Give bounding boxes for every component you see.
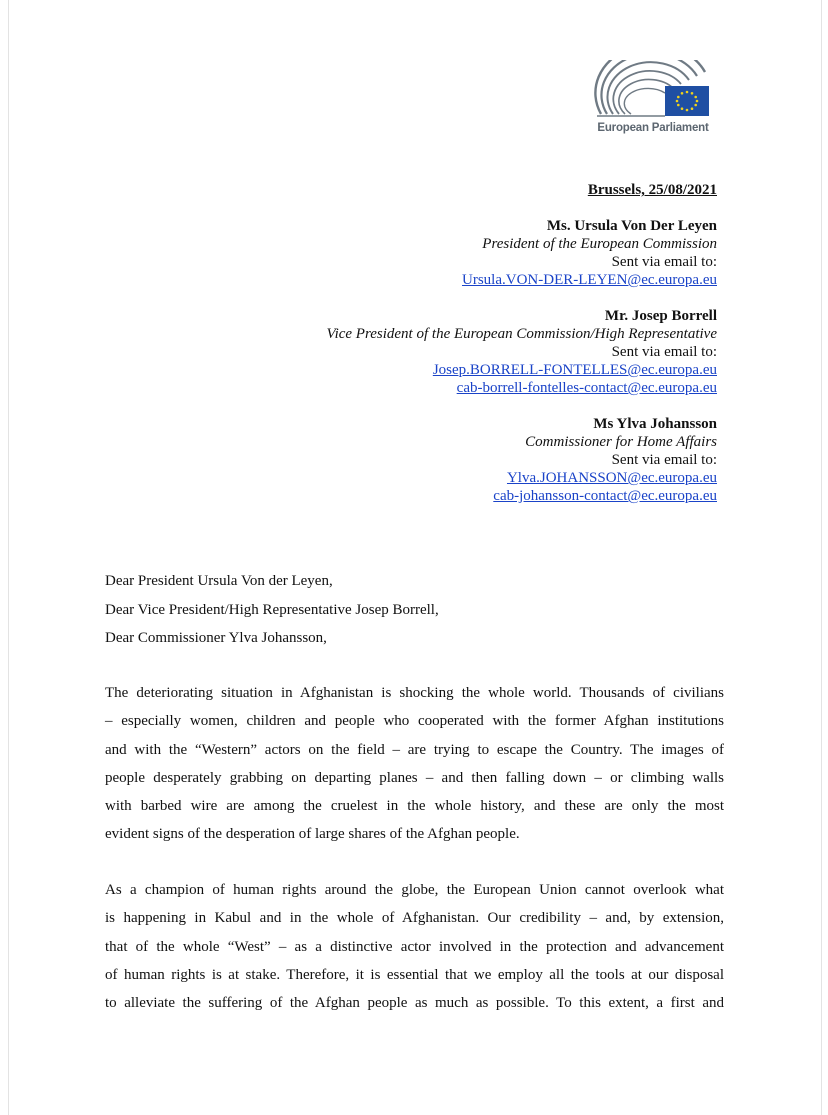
recipient-johansson — [157, 415, 717, 505]
email-link[interactable]: Ylva.JOHANSSON@ec.europa.eu — [506, 470, 717, 486]
paragraph-line: is happening in Kabul and in the whole of Afghanistan. Our credibility – and, by extension, — [105, 910, 724, 927]
paragraph-line: and with the “Western” actors on the field – are trying to escape the Country. The images of — [105, 741, 724, 758]
salutation-line: Dear Commissioner Ylva Johansson, — [105, 630, 327, 646]
body-paragraph-1 — [105, 679, 724, 849]
letter-page — [8, 0, 822, 1115]
paragraph-line: people desperately grabbing on departing planes – and then falling down – or climbing walls — [105, 769, 724, 786]
paragraph-line: that of the whole “West” – as a distinctive actor involved in the protection and advancement — [105, 938, 724, 955]
paragraph-line: – especially women, children and people who cooperated with the former Afghan institutions — [105, 713, 724, 730]
european-parliament-logo — [593, 60, 713, 140]
salutation-line: Dear Vice President/High Representative Josep Borrell, — [105, 601, 439, 618]
paragraph-line: The deteriorating situation in Afghanistan is shocking the whole world. Thousands of civilians — [105, 685, 724, 701]
email-link[interactable]: Ursula.VON-DER-LEYEN@ec.europa.eu — [462, 272, 717, 288]
email-link[interactable]: cab-johansson-contact@ec.europa.eu — [493, 488, 717, 504]
recipient-borrell — [157, 307, 717, 397]
paragraph-line: of human rights is at stake. Therefore, it is essential that we employ all the tools at our disposal — [105, 966, 724, 983]
paragraph-line: evident signs of the desperation of large shares of the Afghan people. — [105, 826, 520, 843]
sent-via-label: Sent via email to: — [611, 344, 717, 360]
recipient-name: Ms Ylva Johansson — [593, 416, 717, 432]
recipient-role: Commissioner for Home Affairs — [525, 434, 717, 450]
hemicycle-flag-emblem — [593, 60, 713, 122]
email-link[interactable]: cab-borrell-fontelles-contact@ec.europa.eu — [456, 380, 717, 396]
sent-via-label: Sent via email to: — [611, 452, 717, 468]
sent-via-label: Sent via email to: — [611, 254, 717, 270]
logo-text: European Parliament — [597, 122, 709, 134]
letter-date: Brussels, 25/08/2021 — [587, 182, 717, 198]
recipient-von-der-leyen — [157, 217, 717, 289]
recipient-name: Ms. Ursula Von Der Leyen — [546, 218, 717, 234]
salutation — [105, 567, 439, 653]
recipient-role: President of the European Commission — [482, 236, 717, 252]
salutation-line: Dear President Ursula Von der Leyen, — [105, 573, 333, 589]
body-paragraph-2 — [105, 876, 724, 1017]
paragraph-line: As a champion of human rights around the globe, the European Union cannot overlook what — [105, 882, 724, 898]
recipient-role: Vice President of the European Commission/High Representative — [326, 326, 717, 342]
recipient-name: Mr. Josep Borrell — [604, 308, 717, 324]
address-block — [157, 181, 717, 523]
paragraph-line: with barbed wire are among the cruelest in the whole history, and these are only the most — [105, 798, 724, 815]
email-link[interactable]: Josep.BORRELL-FONTELLES@ec.europa.eu — [432, 362, 717, 378]
paragraph-line: to alleviate the suffering of the Afghan people as much as possible. To this extent, a first and — [105, 995, 724, 1012]
